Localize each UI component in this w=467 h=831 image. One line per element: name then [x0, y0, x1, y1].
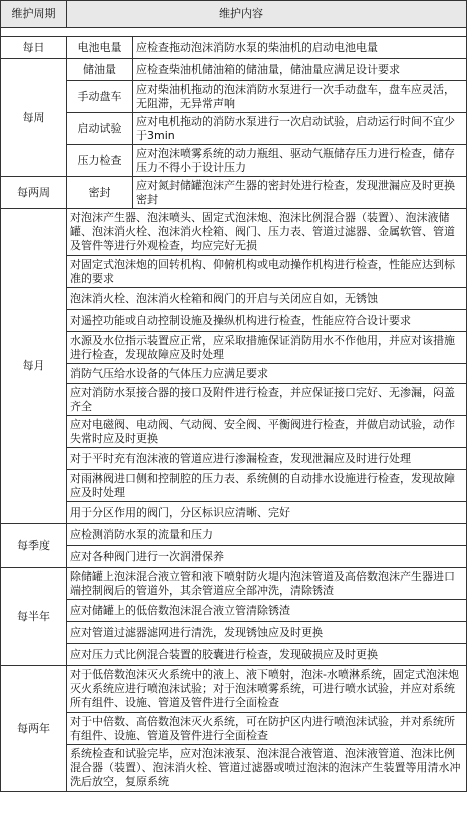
content-cell: 用于分区作用的阀门，分区标识应清晰、完好	[67, 502, 467, 524]
period-daily: 每日	[1, 37, 67, 59]
half-year-row	[1, 622, 467, 644]
half-year-row	[1, 568, 467, 600]
period-monthly: 每月	[1, 209, 67, 524]
content-cell: 系统检查和试验完毕，应对泡沫液泵、泡沫混合液管道、泡沫液管道、泡沫比例混合器（装置）、泡沫消火栓、管道过滤器或喷过泡沫的泡沫产生装置等用清水冲洗后放空，复原系统	[67, 745, 467, 792]
content-cell: 应对泡沫喷雾系统的动力瓶组、驱动气瓶储存压力进行检查，储存压力不得小于设计压力	[133, 145, 467, 177]
content-cell: 应对管道过滤器滤网进行清洗，发现锈蚀应及时更换	[67, 622, 467, 644]
daily-row	[1, 37, 467, 59]
content-cell: 应对消防水泵接合器的接口及附件进行检查，并应保证接口完好、无渗漏，闷盖齐全	[67, 384, 467, 416]
separator-row	[1, 28, 467, 37]
content-cell: 应对柴油机拖动的泡沫消防水泵进行一次手动盘车，盘车应灵活，无阻滞，无异常声响	[133, 81, 467, 113]
header-period: 维护周期	[1, 1, 67, 28]
content-cell: 应对电机拖动的消防水泵进行一次启动试验，启动运行时间不宜少于3min	[133, 113, 467, 145]
content-cell: 应对各种阀门进行一次润滑保养	[67, 546, 467, 568]
monthly-row	[1, 384, 467, 416]
weekly-row	[1, 145, 467, 177]
monthly-row	[1, 364, 467, 384]
content-cell: 应检测消防水泵的流量和压力	[67, 524, 467, 546]
quarterly-row	[1, 524, 467, 546]
content-cell: 对固定式泡沫炮的回转机构、仰俯机构或电动操作机构进行检查，性能应达到标准的要求	[67, 256, 467, 288]
sub-item: 压力检查	[67, 145, 133, 177]
header-content: 维护内容	[67, 1, 467, 28]
quarterly-row	[1, 546, 467, 568]
monthly-row	[1, 502, 467, 524]
sub-item: 储油量	[67, 59, 133, 81]
monthly-row	[1, 209, 467, 256]
monthly-row	[1, 256, 467, 288]
monthly-row	[1, 288, 467, 310]
biweekly-row	[1, 177, 467, 209]
content-cell: 对于低倍数泡沫灭火系统中的液上、液下喷射，泡沫-水喷淋系统，固定式泡沫炮灭火系统应进行喷泡沫试验；对于泡沫喷雾系统，可进行喷水试验，并应对系统所有组件、设施、管道及管件进行全面检查	[67, 666, 467, 713]
two-years-row	[1, 745, 467, 792]
content-cell: 对于中倍数、高倍数泡沫灭火系统，可在防护区内进行喷泡沫试验，并对系统所有组件、设施、管道及管件进行全面检查	[67, 713, 467, 745]
monthly-row	[1, 310, 467, 332]
sub-item: 启动试验	[67, 113, 133, 145]
sub-item: 手动盘车	[67, 81, 133, 113]
weekly-row	[1, 81, 467, 113]
content-cell: 应对电磁阀、电动阀、气动阀、安全阀、平衡阀进行检查，并做启动试验，动作失常时应及时更换	[67, 416, 467, 448]
content-cell: 应对压力式比例混合装置的胶囊进行检查，发现破损应及时更换	[67, 644, 467, 666]
sub-item: 密封	[67, 177, 133, 209]
content-cell: 对雨淋阀进口侧和控制腔的压力表、系统侧的自动排水设施进行检查，发现故障应及时处理	[67, 470, 467, 502]
content-cell: 对于平时充有泡沫液的管道应进行渗漏检查，发现泄漏应及时进行处理	[67, 448, 467, 470]
weekly-row	[1, 59, 467, 81]
period-two-years: 每两年	[1, 666, 67, 792]
content-cell: 应检查柴油机储油箱的储油量，储油量应满足设计要求	[133, 59, 467, 81]
monthly-row	[1, 448, 467, 470]
content-cell: 应对储罐上的低倍数泡沫混合液立管清除锈渣	[67, 600, 467, 622]
two-years-row	[1, 666, 467, 713]
content-cell: 对泡沫产生器、泡沫喷头、固定式泡沫炮、泡沫比例混合器（装置）、泡沫液储罐、泡沫消火栓、泡沫消火栓箱、阀门、压力表、管道过滤器、金属软管、管道及管件等进行外观检查，均应完好无损	[67, 209, 467, 256]
weekly-row	[1, 113, 467, 145]
period-weekly: 每周	[1, 59, 67, 177]
content-cell: 应检查拖动泡沫消防水泵的柴油机的启动电池电量	[133, 37, 467, 59]
period-quarterly: 每季度	[1, 524, 67, 568]
period-half-year: 每半年	[1, 568, 67, 666]
monthly-row	[1, 470, 467, 502]
content-cell: 应对氮封储罐泡沫产生器的密封处进行检查，发现泄漏应及时更换密封	[133, 177, 467, 209]
monthly-row	[1, 332, 467, 364]
content-cell: 对遥控功能或自动控制设施及操纵机构进行检查，性能应符合设计要求	[67, 310, 467, 332]
content-cell: 消防气压给水设备的气体压力应满足要求	[67, 364, 467, 384]
half-year-row	[1, 644, 467, 666]
content-cell: 除储罐上泡沫混合液立管和液下喷射防火堤内泡沫管道及高倍数泡沫产生器进口端控制阀后的管道外，其余管道应全部冲洗，清除锈渣	[67, 568, 467, 600]
content-cell: 水源及水位指示装置应正常，应采取措施保证消防用水不作他用，并应对该措施进行检查，发现故障应及时处理	[67, 332, 467, 364]
sub-item: 电池电量	[67, 37, 133, 59]
monthly-row	[1, 416, 467, 448]
content-cell: 泡沫消火栓、泡沫消火栓箱和阀门的开启与关闭应自如，无锈蚀	[67, 288, 467, 310]
half-year-row	[1, 600, 467, 622]
two-years-row	[1, 713, 467, 745]
header-row	[1, 1, 467, 28]
period-biweekly: 每两周	[1, 177, 67, 209]
